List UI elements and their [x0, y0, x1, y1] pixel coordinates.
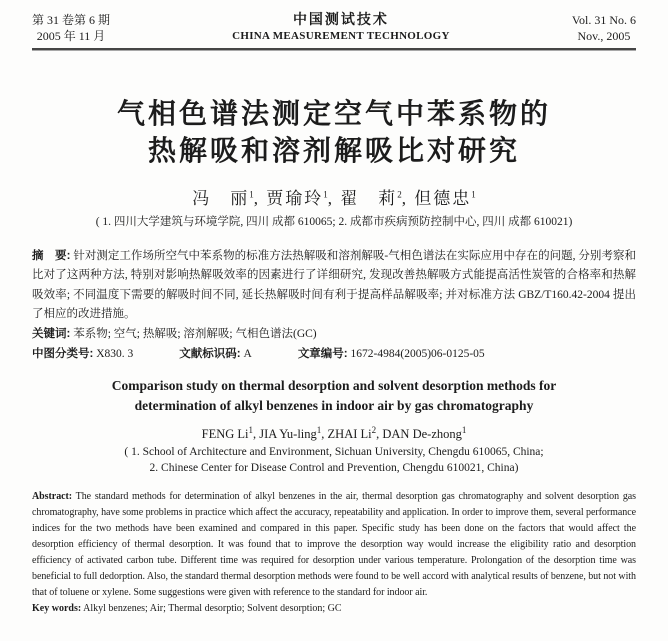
keywords-en — [32, 601, 636, 618]
article-title-cn-line1: 气相色谱法测定空气中苯系物的 — [116, 98, 551, 129]
author-cn-name: 翟 莉 — [340, 188, 398, 208]
author-separator: , — [253, 427, 260, 442]
author-affil-mark: 2 — [397, 189, 402, 199]
keywords-cn — [32, 325, 636, 345]
affiliation-en — [32, 444, 636, 476]
author-cn-name: 但德忠 — [414, 188, 472, 208]
document-code-value: A — [243, 348, 252, 361]
journal-vol-info — [572, 12, 636, 44]
affiliation-en-line2: 2. Chinese Center for Disease Control and Prevention, Chengdu 610021, China) — [149, 462, 519, 475]
article-title-cn-line2: 热解吸和溶剂解吸比对研究 — [147, 135, 520, 166]
abstract-en-label: Abstract: — [32, 491, 73, 503]
journal-title-block — [110, 12, 572, 44]
header-divider — [32, 48, 636, 51]
author-cn-name: 冯 丽 — [192, 188, 250, 208]
article-title-en-line1: Comparison study on thermal desorption and solvent desorption methods for — [111, 378, 557, 394]
abstract-cn-label: 摘 要: — [32, 249, 71, 262]
issue-volume-cn: 第 31 卷第 6 期 — [32, 13, 111, 27]
author-en — [202, 427, 260, 441]
author-cn — [266, 189, 340, 208]
article-title-en-line2: determination of alkyl benzenes in indoor air by gas chromatography — [134, 398, 534, 414]
document-code-label: 文献标识码: — [179, 348, 241, 361]
author-cn-name: 贾瑜玲 — [266, 188, 324, 208]
author-affil-mark: 1 — [248, 425, 253, 436]
affiliation-cn: ( 1. 四川大学建筑与环境学院, 四川 成都 610065; 2. 成都市疾病预防控制中心, 四川 成都 610021) — [95, 215, 573, 228]
author-en — [328, 427, 383, 441]
author-en-name: FENG Li — [201, 427, 249, 442]
journal-issue-info — [32, 12, 110, 44]
author-separator: , — [321, 427, 328, 442]
article-id — [298, 348, 485, 360]
author-affil-mark: 1 — [461, 425, 467, 436]
author-cn — [192, 189, 266, 208]
author-en — [382, 427, 466, 441]
classification-line — [32, 344, 636, 364]
keywords-cn-label: 关键词: — [32, 327, 71, 340]
issue-date-cn: 2005 年 11 月 — [36, 29, 106, 43]
abstract-cn — [32, 247, 636, 325]
author-separator: , — [253, 188, 267, 208]
author-cn — [414, 189, 476, 208]
author-separator: , — [327, 188, 341, 208]
article-title-cn — [32, 95, 636, 169]
issue-date-en: Nov., 2005 — [577, 29, 631, 43]
journal-title-en: CHINA MEASUREMENT TECHNOLOGY — [232, 30, 450, 42]
author-en-name: DAN De-zhong — [382, 427, 462, 442]
abstract-en-text: The standard methods for determination of alkyl benzenes in the air, thermal desorption gas chromatography and solvent desorption gas chromatography, have some problems in practice which affect the accuracy, repeatability and application. In order to improve them, several performance indices for the two methods have been examined and compared in this paper. Specific study has been done on the factors that would affect the desorption efficiency of thermal desorption. It was found that to improve the desorption way would increase the eligibility ratio and desorption efficiency of activated carbon tube. Different time was required for desorption under various temperature. Prolongation of the desorption time was beneficial to full dedorption. Also, the standard thermal desorption methods were found to be well accord with analytical results of benzene, but not with that of toluene or xylene. Some suggestions were given with reference to the standard for indoor air. — [32, 491, 636, 599]
author-en — [259, 427, 327, 441]
clc-label: 中图分类号: — [32, 348, 94, 361]
affiliation-en-line1: ( 1. School of Architecture and Environment, Sichuan University, Chengdu 610065, China; — [124, 446, 544, 459]
author-affil-mark: 1 — [316, 425, 322, 436]
authors-cn — [32, 183, 636, 210]
journal-title-cn: 中国测试技术 — [292, 13, 389, 28]
clc-value: X830. 3 — [96, 348, 134, 361]
author-en-name: JIA Yu-ling — [259, 427, 317, 442]
keywords-en-text: Alkyl benzenes; Air; Thermal desorptio; Solvent desorption; GC — [83, 603, 342, 615]
author-affil-mark: 1 — [471, 189, 476, 199]
authors-en — [32, 422, 636, 442]
keywords-cn-text: 苯系物; 空气; 热解吸; 溶剂解吸; 气相色谱法(GC) — [73, 327, 317, 340]
author-affil-mark: 2 — [371, 425, 377, 436]
author-affil-mark: 1 — [249, 189, 254, 199]
author-separator: , — [401, 188, 415, 208]
article-id-value: 1672-4984(2005)06-0125-05 — [350, 348, 485, 361]
author-affil-mark: 1 — [323, 189, 328, 199]
keywords-en-label: Key words: — [32, 603, 82, 615]
abstract-cn-text: 针对测定工作场所空气中苯系物的标准方法热解吸和溶剂解吸-气相色谱法在实际应用中存在的问题, 分别考察和比对了这两种方法, 特别对影响热解吸效率的因素进行了详细研究, 发现改善热解吸方式能提高活性炭管的合格率和热解吸效率; 不同温度下需要的解吸时间不同, 延长热解吸时间有利于提高样品解吸率; 并对标准方法 GBZ/T160.42-2004 提出了相应的改进措施。 — [32, 249, 636, 321]
author-en-name: ZHAI Li — [327, 427, 372, 442]
abstract-en — [32, 489, 636, 601]
journal-header — [32, 12, 636, 44]
issue-volume-en: Vol. 31 No. 6 — [571, 13, 636, 27]
document-code — [179, 348, 252, 360]
author-separator: , — [376, 427, 383, 442]
clc-number — [32, 348, 133, 360]
author-cn — [340, 189, 414, 208]
article-id-label: 文章编号: — [297, 348, 348, 361]
article-title-en — [32, 376, 636, 416]
